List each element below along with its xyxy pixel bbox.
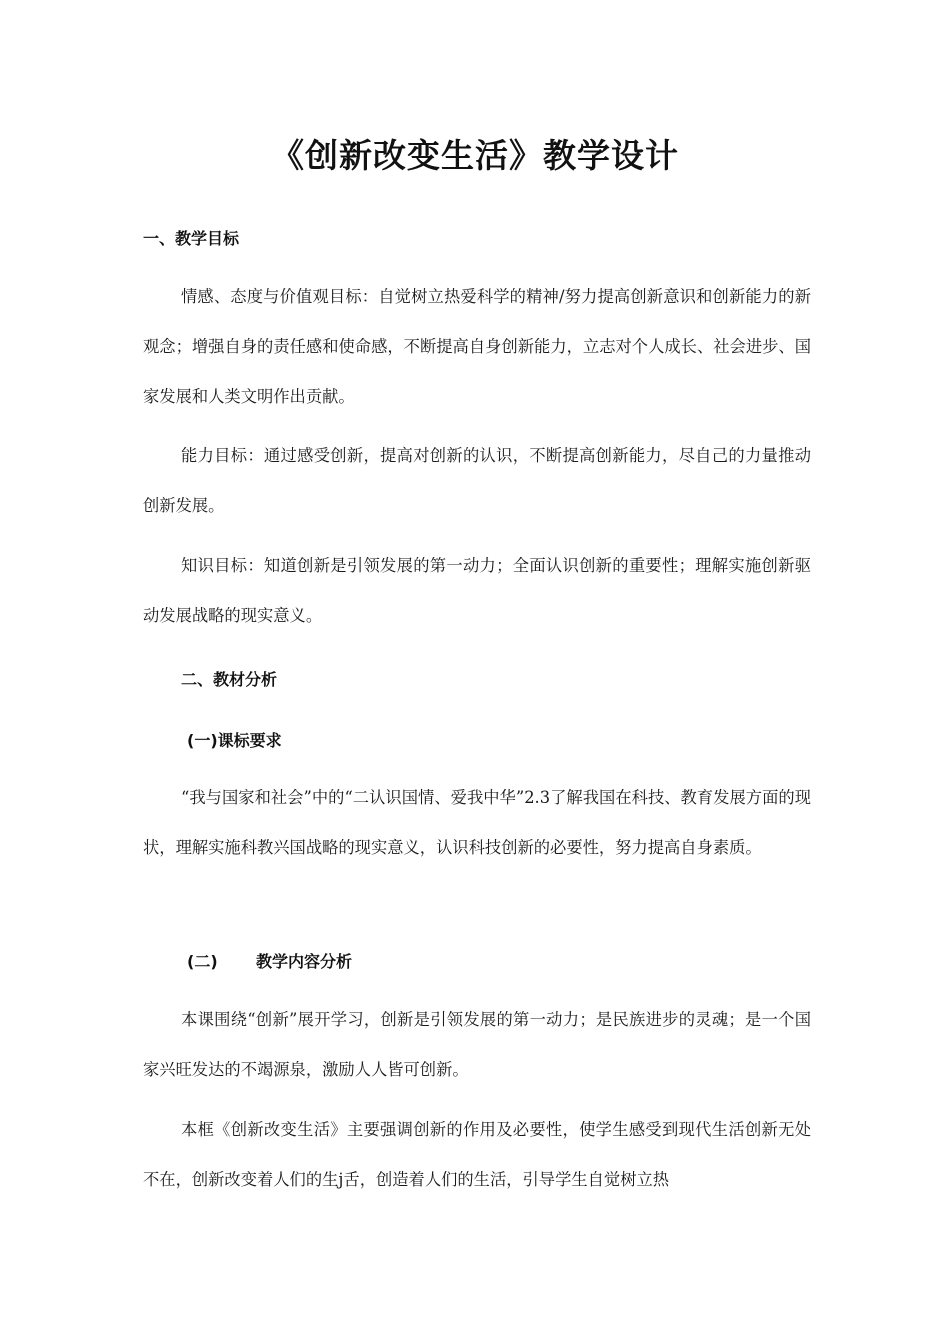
paragraph-knowledge-goal: 知识目标：知道创新是引领发展的第一动力；全面认识创新的重要性；理解实施创新驱动发展战略的现实意义。 — [143, 556, 811, 625]
document-title: 《创新改变生活》教学设计 — [271, 136, 679, 175]
paragraph-curriculum-requirement: “我与国家和社会”中的“二认识国情、爱我中华”2.3了解我国在科技、教育发展方面的现状，理解实施科教兴国战略的现实意义，认识科技创新的必要性，努力提高自身素质。 — [143, 788, 811, 857]
paragraph-ability-goal: 能力目标：通过感受创新，提高对创新的认识，不断提高创新能力，尽自己的力量推动创新发展。 — [143, 446, 811, 515]
section-heading-material-analysis: 二、教材分析 — [181, 670, 278, 689]
subsection-number: (二) — [187, 952, 218, 971]
paragraph-content-analysis: 本课围绕“创新”展开学习，创新是引领发展的第一动力；是民族进步的灵魂；是一个国家兴旺发达的不竭源泉，激励人人皆可创新。 — [143, 1010, 811, 1079]
paragraph-lesson-focus: 本框《创新改变生活》主要强调创新的作用及必要性，使学生感受到现代生活创新无处不在，创新改变着人们的生j舌，创造着人们的生活，引导学生自觉树立热 — [143, 1120, 811, 1189]
subsection-heading-content-analysis: 教学内容分析 — [256, 952, 353, 971]
section-heading-teaching-goals: 一、教学目标 — [143, 229, 240, 248]
subsection-heading-curriculum: (一)课标要求 — [187, 731, 282, 750]
paragraph-emotion-goal: 情感、态度与价值观目标：自觉树立热爱科学的精神/努力提高创新意识和创新能力的新观念；增强自身的责任感和使命感，不断提高自身创新能力，立志对个人成长、社会进步、国家发展和人类文明作出贡献。 — [143, 287, 811, 406]
